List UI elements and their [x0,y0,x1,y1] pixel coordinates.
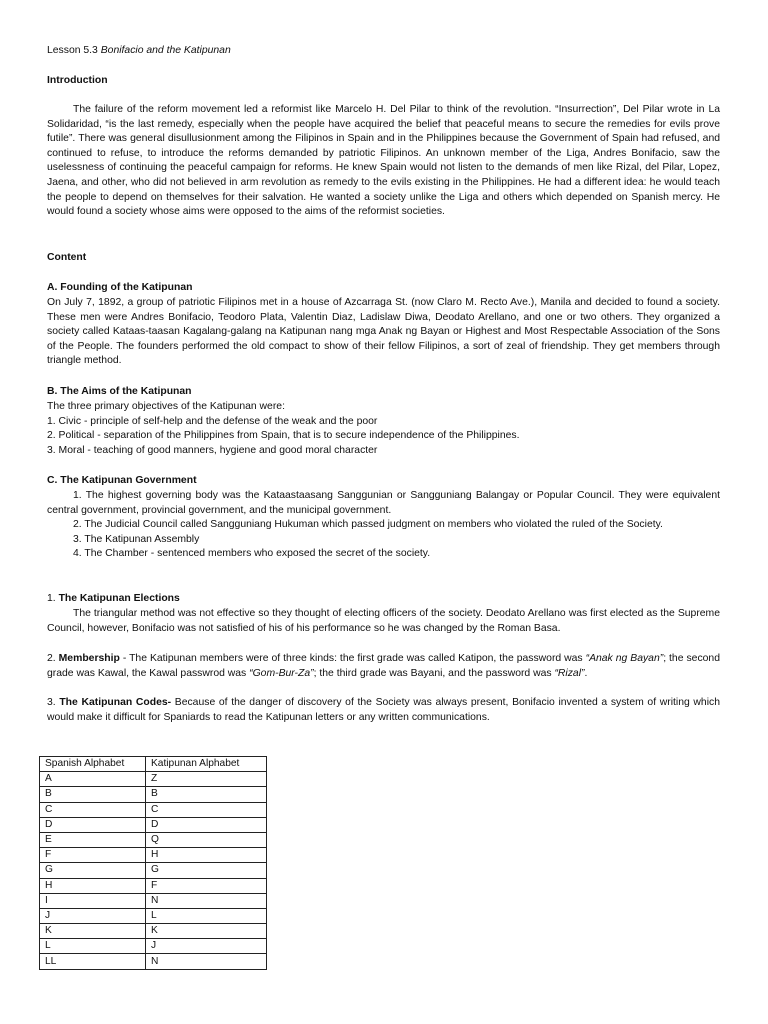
section-b-item: 2. Political - separation of the Philippines from Spain, that is to secure independence of the Philippines. [47,430,520,442]
table-cell: K [146,924,267,939]
section-b-item: 3. Moral - teaching of good manners, hygiene and good moral character [47,444,378,456]
table-row [40,863,267,878]
table-cell: B [40,787,146,802]
section-c-item: 1. The highest governing body was the Kataastaasang Sanggunian or Sangguniang Balangay or Popular Council. They were equivalent central government, provincial government, and the municipal government. [47,490,720,516]
table-row [40,817,267,832]
elections-paragraph: The triangular method was not effective so they thought of electing officers of the society. Deodato Arellano was first elected as the Supreme Council, however, Bonifacio was not satisfied of his of his performance so he was changed by the Roman Basa. [47,608,720,634]
lesson-title-italic: Bonifacio and the Katipunan [100,45,231,56]
table-cell: Q [146,832,267,847]
table-cell: D [40,817,146,832]
introduction-heading: Introduction [47,75,108,86]
table-cell: LL [40,954,146,969]
table-cell: D [146,817,267,832]
section-b-list [47,400,720,458]
section-c-item: 3. The Katipunan Assembly [73,533,200,545]
table-row [40,802,267,817]
table-cell: I [40,893,146,908]
table-row [40,772,267,787]
introduction-paragraph: The failure of the reform movement led a reformist like Marcelo H. Del Pilar to think of the revolution. “Insurrection”, Del Pilar wrote in La Solidaridad, “is the last remedy, especially when the people have acquired the belief that peaceful means to secure the remedies for evils prove futile”. There was general disullusionment among the Filipinos in Spain and in the Philippines because the Government of Spain had refused, and continued to refuse, to introduce the reforms demanded by patriotic Filipinos. An unknown member of the Liga, Andres Bonifacio, saw the uselessness of continuing the peaceful campaign for reforms. He knew Spain would not listen to the demands of men like Rizal, del Pilar, Lopez, Jaena, and other, who did not believed in arm revolution as remedy to the evils existing in the Philippines. He had a different idea: he would teach the people to depend on themselves for their salvation. He wanted a society unlike the Liga and others which depended on Spanish mercy. He would found a society whose aims were opposed to the aims of the reformist societies. [47,104,720,218]
table-header-cell: Spanish Alphabet [40,757,146,772]
section-c-heading: C. The Katipunan Government [47,475,197,486]
table-row [40,893,267,908]
table-row [40,908,267,923]
table-cell: C [146,802,267,817]
section-b-item: 1. Civic - principle of self-help and the defense of the weak and the poor [47,415,378,427]
table-row [40,939,267,954]
table-cell: F [146,878,267,893]
table-cell: Z [146,772,267,787]
section-c-item: 4. The Chamber - sentenced members who exposed the secret of the society. [73,548,431,560]
section-c-item: 2. The Judicial Council called Sangguniang Hukuman which passed judgment on members who violated the ruled of the Society. [73,519,663,531]
table-cell: B [146,787,267,802]
table-row [40,787,267,802]
table-cell: G [40,863,146,878]
table-cell: C [40,802,146,817]
table-cell: N [146,954,267,969]
elections-heading: 1. The Katipunan Elections [47,593,180,604]
content-heading: Content [47,252,87,263]
table-header-cell: Katipunan Alphabet [146,757,267,772]
table-cell: H [40,878,146,893]
section-a-paragraph: On July 7, 1892, a group of patriotic Filipinos met in a house of Azcarraga St. (now Claro M. Recto Ave.), Manila and decided to found a society. These men were Andres Bonifacio, Teodoro Plata, Valentin Diaz, Ladislaw Diwa, Deodato Arellano, and one or two others. They organized a society called Kataas-taasan Kagalang-galang na Katipunan nang mga Anak ng Bayan or Highest and Most Respectable Association of the Sons of the People. The founders performed the old compact to show of their fellow Filipinos, a sort of zeal of friendship. They get members through triangle method. [47,297,720,367]
section-b-heading: B. The Aims of the Katipunan [47,386,192,397]
table-cell: H [146,848,267,863]
table-cell: K [40,924,146,939]
section-a-heading: A. Founding of the Katipunan [47,282,193,293]
table-row [40,832,267,847]
table-row [40,878,267,893]
table-cell: N [146,893,267,908]
table-row [40,954,267,969]
codes-paragraph: 3. The Katipunan Codes- Because of the danger of discovery of the Society was always present, Bonifacio invented a system of writing which would make it difficult for Spaniards to read the Katipunan letters or any written communications. [47,697,720,723]
membership-paragraph: 2. Membership - The Katipunan members were of three kinds: the first grade was called Katipon, the password was “Anak ng Bayan”; the second grade was Kawal, the Kawal passwrod was “Gom-Bur-Za”; the third grade was Bayani, and the password was “Rizal”. [47,653,720,679]
table-row [40,848,267,863]
table-cell: F [40,848,146,863]
section-b-intro: The three primary objectives of the Katipunan were: [47,401,285,412]
table-row [40,924,267,939]
table-cell: A [40,772,146,787]
table-cell: J [146,939,267,954]
table-cell: E [40,832,146,847]
lesson-title: Lesson 5.3 Bonifacio and the Katipunan [47,45,231,56]
alphabet-table [39,756,267,970]
section-c-list [47,489,720,562]
table-header-row [40,757,267,772]
table-cell: J [40,908,146,923]
table-cell: G [146,863,267,878]
table-cell: L [146,908,267,923]
table-cell: L [40,939,146,954]
